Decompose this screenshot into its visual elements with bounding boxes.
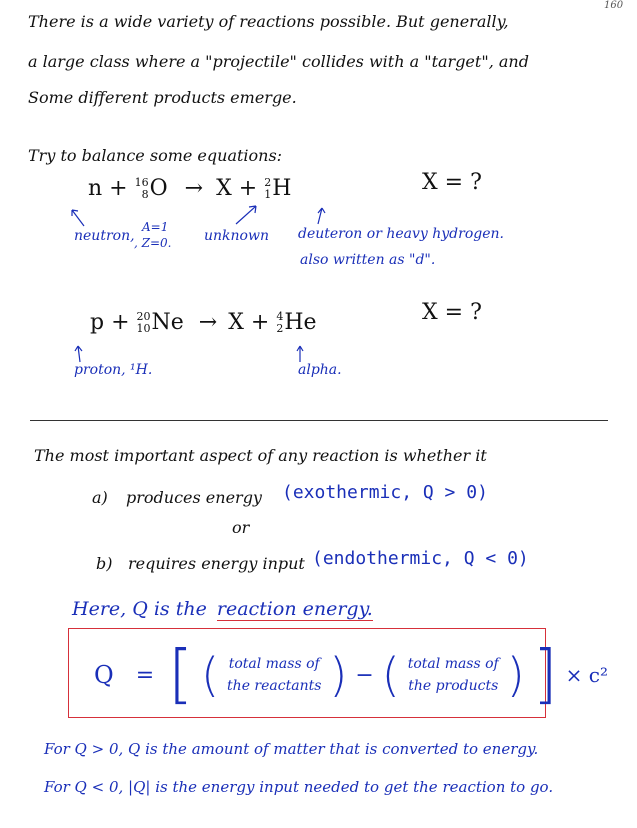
closing-line-2: For Q < 0, |Q| is the energy input needed to get the reaction to go.	[44, 778, 554, 796]
eq1-question: X = ?	[422, 170, 482, 195]
neutron-arrow-icon	[72, 210, 84, 226]
eq2-he-z: 2	[276, 322, 284, 335]
eq1-h-z: 1	[264, 188, 272, 201]
section2-line-1: The most important aspect of any reaction is whether it	[34, 446, 487, 465]
page-number: 160	[604, 0, 624, 11]
eq2-neon: Ne	[151, 310, 184, 335]
eq1-hydrogen: H	[272, 176, 292, 201]
products-term	[408, 653, 499, 697]
equation-2	[90, 310, 317, 335]
reaction-energy-underlined: reaction energy.	[216, 598, 373, 620]
right-bracket-icon: ]	[532, 638, 558, 712]
right-paren-reactants-icon: )	[329, 648, 348, 702]
reactants-top: total mass of	[228, 656, 320, 672]
note-deuteron: deuteron or heavy hydrogen.	[298, 226, 504, 242]
eq2-helium: He	[284, 310, 317, 335]
here-text	[72, 598, 373, 620]
eq2-x: X +	[228, 310, 270, 335]
option-a-paren: (exothermic, Q > 0)	[282, 482, 488, 503]
closing-line-1: For Q > 0, Q is the amount of matter that is converted to energy.	[44, 740, 539, 758]
note-z: , Z=0.	[134, 236, 172, 250]
note-unknown: unknown	[204, 228, 269, 244]
proton-arrow-icon	[75, 346, 82, 362]
intro-line-1: There is a wide variety of reactions possible. But generally,	[28, 12, 509, 31]
eq2-he-mass: 4	[276, 310, 284, 323]
products-top: total mass of	[407, 656, 499, 672]
note-alpha: alpha.	[298, 362, 342, 378]
eq1-arrow: →	[184, 176, 204, 201]
deuteron-arrow-icon	[318, 208, 325, 224]
option-a-text: produces energy	[126, 488, 262, 507]
eq1-oxygen: O	[149, 176, 168, 201]
section-divider	[30, 420, 608, 421]
formula	[94, 640, 608, 710]
eq1-x: X +	[216, 176, 258, 201]
formula-minus: −	[355, 662, 374, 688]
note-neutron: neutron,	[74, 228, 135, 244]
option-a-label: a)	[92, 488, 108, 507]
formula-q: Q	[94, 661, 114, 689]
note-also: also written as "d".	[300, 252, 436, 268]
alpha-arrow-icon	[297, 346, 303, 362]
eq2-arrow: →	[198, 310, 218, 335]
here-lead: Here, Q is the	[72, 598, 207, 620]
eq1-o-mass: 16	[134, 176, 149, 189]
formula-equals: =	[135, 662, 155, 688]
right-paren-products-icon: )	[506, 648, 525, 702]
eq2-ne-mass: 20	[136, 310, 151, 323]
products-bottom: the products	[408, 678, 499, 694]
prompt-text: Try to balance some equations:	[28, 146, 283, 165]
note-proton: proton, ¹H.	[74, 362, 153, 378]
eq1-o-z: 8	[141, 188, 149, 201]
eq2-ne-z: 10	[136, 322, 151, 335]
intro-line-2: a large class where a "projectile" collides with a "target", and	[28, 52, 529, 71]
option-b-label: b)	[96, 554, 113, 573]
reactants-bottom: the reactants	[227, 678, 322, 694]
eq1-neutron: n +	[88, 176, 128, 201]
intro-line-3: Some different products emerge.	[28, 88, 297, 107]
note-a: A=1	[142, 220, 169, 234]
eq1-h-mass: 2	[264, 176, 272, 189]
eq2-proton: p +	[90, 310, 130, 335]
option-b-text: requires energy input	[128, 554, 305, 573]
unknown-arrow-icon	[236, 206, 256, 224]
left-bracket-icon: [	[168, 638, 194, 712]
eq2-he-numbers	[276, 311, 283, 335]
eq2-ne-numbers	[137, 311, 151, 335]
left-paren-reactants-icon: (	[201, 648, 220, 702]
option-b-paren: (endothermic, Q < 0)	[312, 548, 529, 569]
left-paren-products-icon: (	[381, 648, 400, 702]
or-text: or	[232, 518, 250, 537]
eq2-question: X = ?	[422, 300, 482, 325]
reactants-term	[227, 653, 321, 697]
formula-times-c2: × c²	[565, 663, 609, 687]
